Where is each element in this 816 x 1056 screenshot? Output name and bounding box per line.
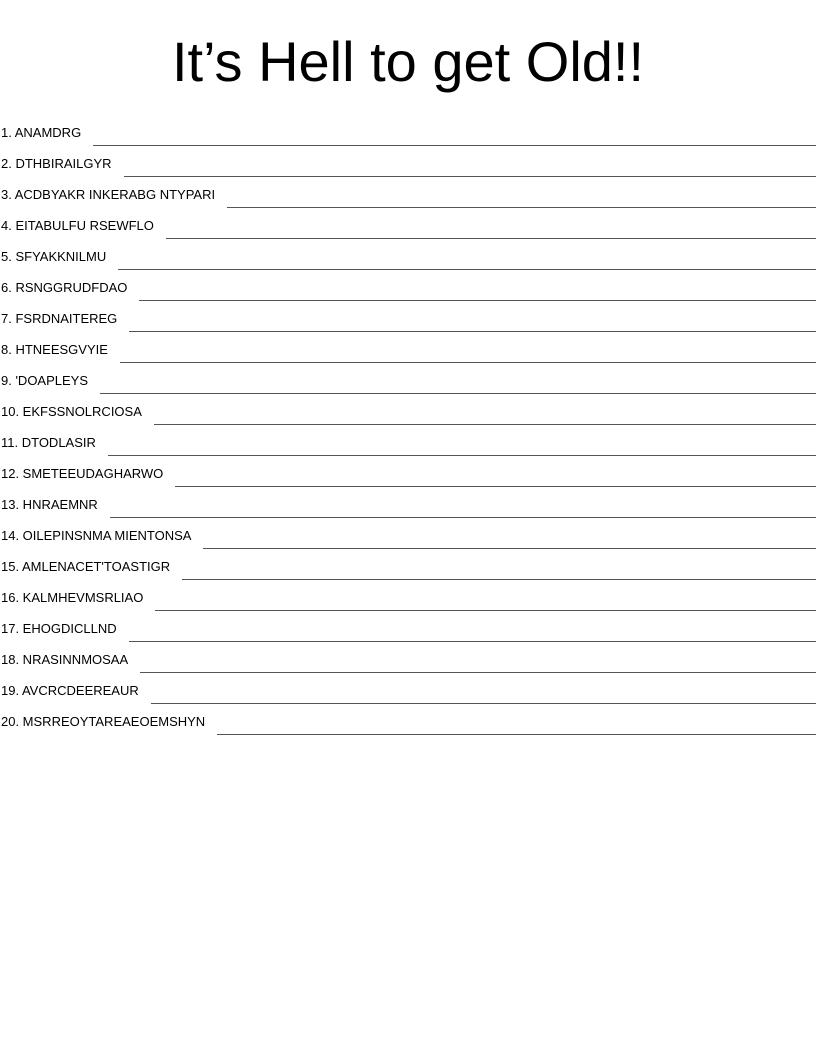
list-item (0, 608, 816, 639)
list-item (0, 236, 816, 267)
list-item (0, 484, 816, 515)
list-item (0, 360, 816, 391)
scrambled-word: 7. FSRDNAITEREG (1, 311, 118, 326)
answer-line[interactable] (155, 596, 816, 611)
list-item (0, 515, 816, 546)
list-item (0, 577, 816, 608)
answer-line[interactable] (129, 317, 816, 332)
answer-line[interactable] (108, 441, 816, 456)
scrambled-word: 16. KALMHEVMSRLIAO (1, 590, 144, 605)
scrambled-word: 6. RSNGGRUDFDAO (1, 280, 128, 295)
answer-line[interactable] (154, 410, 816, 425)
scrambled-word: 10. EKFSSNOLRCIOSA (1, 404, 142, 419)
scramble-list (0, 112, 816, 732)
answer-line[interactable] (139, 286, 816, 301)
answer-line[interactable] (175, 472, 816, 487)
list-item (0, 298, 816, 329)
list-item (0, 329, 816, 360)
list-item (0, 174, 816, 205)
list-item (0, 267, 816, 298)
scrambled-word: 2. DTHBIRAILGYR (1, 156, 112, 171)
answer-line[interactable] (124, 162, 816, 177)
worksheet-title: It’s Hell to get Old!! (171, 30, 645, 93)
answer-line[interactable] (140, 658, 816, 673)
scrambled-word: 14. OILEPINSNMA MIENTONSA (1, 528, 192, 543)
answer-line[interactable] (166, 224, 816, 239)
answer-line[interactable] (100, 379, 816, 394)
scrambled-word: 1. ANAMDRG (1, 125, 82, 140)
list-item (0, 391, 816, 422)
list-item (0, 670, 816, 701)
answer-line[interactable] (129, 627, 816, 642)
list-item (0, 546, 816, 577)
scrambled-word: 18. NRASINNMOSAA (1, 652, 129, 667)
answer-line[interactable] (151, 689, 816, 704)
scrambled-word: 20. MSRREOYTAREAEOEMSHYN (1, 714, 206, 729)
scrambled-word: 19. AVCRCDEEREAUR (1, 683, 139, 698)
list-item (0, 205, 816, 236)
scrambled-word: 9. 'DOAPLEYS (1, 373, 89, 388)
answer-line[interactable] (217, 720, 816, 735)
answer-line[interactable] (227, 193, 816, 208)
scrambled-word: 8. HTNEESGVYIE (1, 342, 108, 357)
list-item (0, 701, 816, 732)
answer-line[interactable] (93, 131, 816, 146)
answer-line[interactable] (120, 348, 816, 363)
answer-line[interactable] (182, 565, 816, 580)
list-item (0, 143, 816, 174)
scrambled-word: 12. SMETEEUDAGHARWO (1, 466, 164, 481)
answer-line[interactable] (110, 503, 816, 518)
list-item (0, 453, 816, 484)
scrambled-word: 5. SFYAKKNILMU (1, 249, 107, 264)
list-item (0, 112, 816, 143)
scrambled-word: 13. HNRAEMNR (1, 497, 98, 512)
answer-line[interactable] (118, 255, 816, 270)
list-item (0, 422, 816, 453)
scrambled-word: 3. ACDBYAKR INKERABG NTYPARI (1, 187, 216, 202)
scrambled-word: 11. DTODLASIR (1, 435, 96, 450)
scrambled-word: 4. EITABULFU RSEWFLO (1, 218, 154, 233)
scrambled-word: 17. EHOGDICLLND (1, 621, 117, 636)
answer-line[interactable] (203, 534, 816, 549)
list-item (0, 639, 816, 670)
scrambled-word: 15. AMLENACET'TOASTIGR (1, 559, 171, 574)
